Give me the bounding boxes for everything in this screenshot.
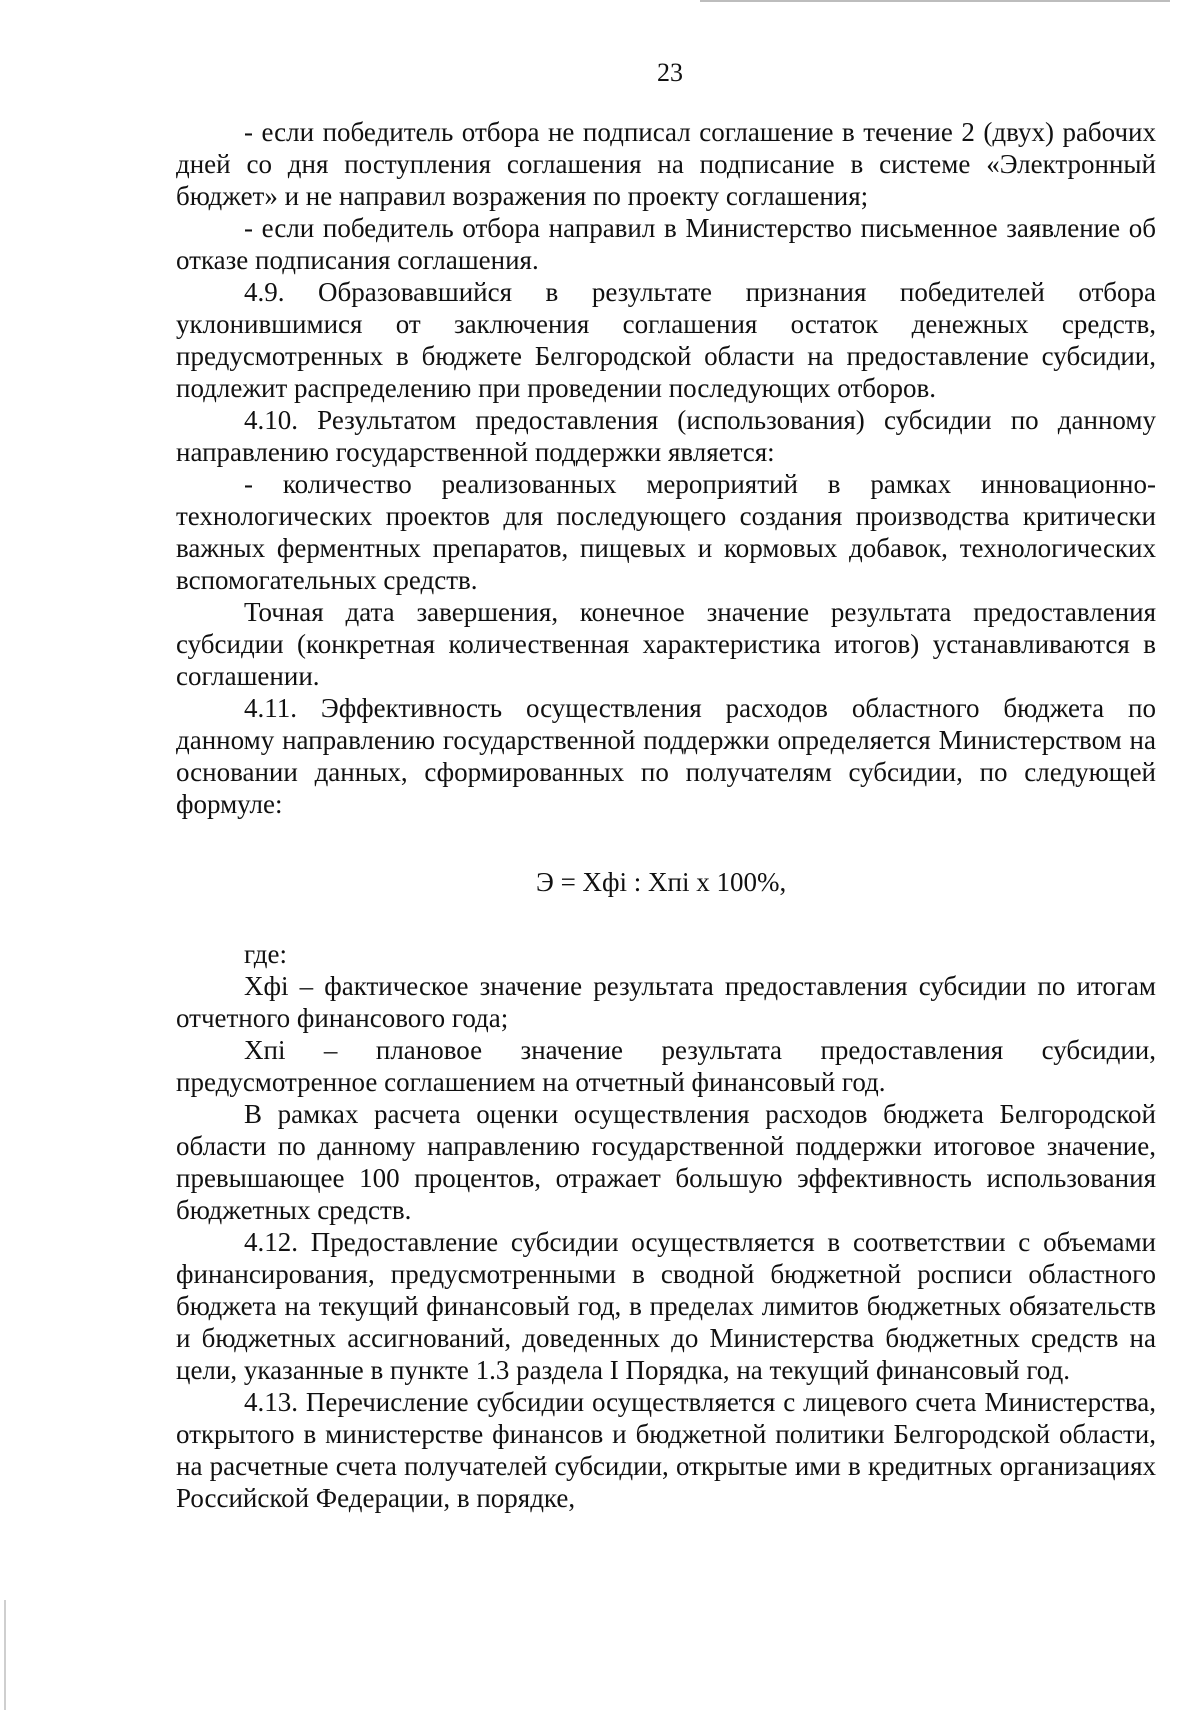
paragraph-result-indicator: - количество реализованных мероприятий в рамках инновационно-технологических проектов для последующего создания производства критически важных ферментных препаратов, пищевых и кормовых добавок, технологических вспомогательных средств.: [176, 469, 1156, 595]
paragraph-4-9: 4.9. Образовавшийся в результате признания победителей отбора уклонившимися от заключения соглашения остаток денежных средств, предусмотренных в бюджете Белгородской области на предоставление субсидии, подлежит распределению при проведении последующих отборов.: [176, 277, 1156, 403]
where-label: где:: [244, 939, 287, 969]
scan-margin-line: [4, 1600, 6, 1710]
paragraph-4-12: 4.12. Предоставление субсидии осуществляется в соответствии с объемами финансирования, предусмотренными в сводной бюджетной росписи областного бюджета на текущий финансовый год, в пределах лимитов бюджетных обязательств и бюджетных ассигнований, доведенных до Министерства бюджетных средств на цели, указанные в пункте 1.3 раздела I Порядка, на текущий финансовый год.: [176, 1227, 1156, 1385]
definition-actual-value: Хфi – фактическое значение результата предоставления субсидии по итогам отчетного финансового года;: [176, 971, 1156, 1033]
paragraph-4-11: 4.11. Эффективность осуществления расходов областного бюджета по данному направлению государственной поддержки определяется Министерством на основании данных, сформированных по получателям субсидии, по следующей формуле:: [176, 693, 1156, 819]
scan-edge-line: [700, 0, 1170, 2]
page-number: 23: [657, 58, 683, 87]
efficiency-formula: Э = Хфi : Хпi х 100%,: [536, 867, 787, 897]
paragraph-completion-date: Точная дата завершения, конечное значение результата предоставления субсидии (конкретная количественная характеристика итогов) устанавливаются в соглашении.: [176, 597, 1156, 691]
paragraph-4-10: 4.10. Результатом предоставления (использования) субсидии по данному направлению государственной поддержки является:: [176, 405, 1156, 467]
paragraph-unsigned-agreement: - если победитель отбора не подписал соглашение в течение 2 (двух) рабочих дней со дня поступления соглашения на подписание в системе «Электронный бюджет» и не направил возражения по проекту соглашения;: [176, 117, 1156, 211]
paragraph-efficiency-evaluation: В рамках расчета оценки осуществления расходов бюджета Белгородской области по данному направлению государственной поддержки итоговое значение, превышающее 100 процентов, отражает большую эффективность использования бюджетных средств.: [176, 1099, 1156, 1225]
paragraph-refusal-statement: - если победитель отбора направил в Министерство письменное заявление об отказе подписания соглашения.: [176, 213, 1156, 275]
document-body: [176, 116, 1156, 1514]
definition-planned-value: Хпi – плановое значение результата предоставления субсидии, предусмотренное соглашением на отчетный финансовый год.: [176, 1035, 1156, 1097]
paragraph-4-13: 4.13. Перечисление субсидии осуществляется с лицевого счета Министерства, открытого в министерстве финансов и бюджетной политики Белгородской области, на расчетные счета получателей субсидии, открытые ими в кредитных организациях Российской Федерации, в порядке,: [176, 1387, 1156, 1513]
